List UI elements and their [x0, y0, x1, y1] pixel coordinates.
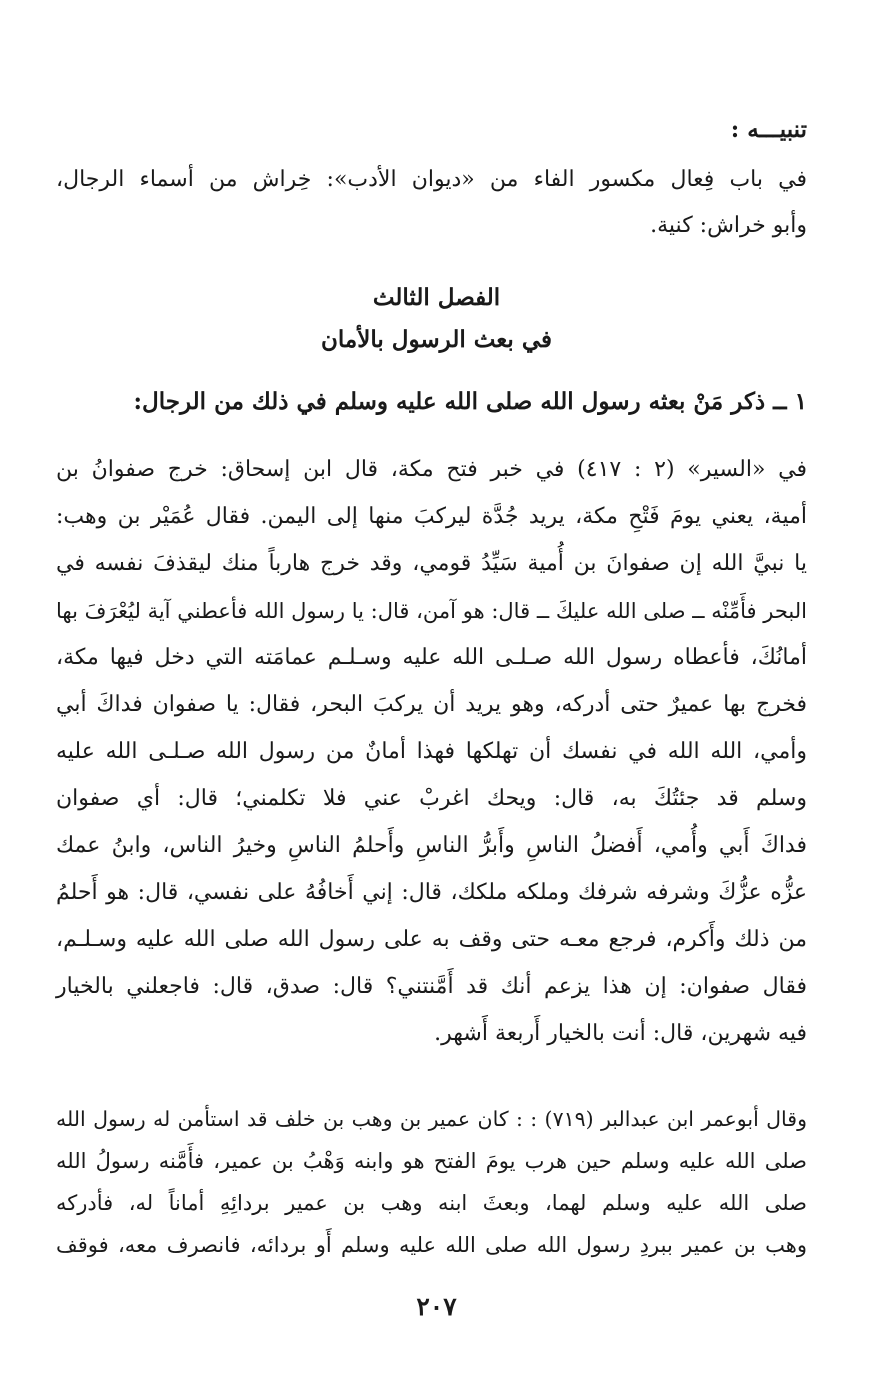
paragraph1-line: أمية، يعني يومَ فَتْحِ مكة، يريد جُدَّة ليركبَ منها إلى اليمن. فقال عُمَيْر بن وهب:	[56, 504, 807, 529]
paragraph1-line: فخرج بها عميرٌ حتى أدركه، وهو يريد أن يركبَ البحر، فقال: يا صفوان فداكَ أبي	[56, 692, 807, 717]
page-number: ٢٠٧	[416, 1292, 457, 1321]
paragraph2-line: صلى الله عليه وسلم حين هرب يومَ الفتح هو وابنه وَهْبُ بن عمير، فأَمَّنه رسولُ الله	[56, 1149, 807, 1173]
paragraph1-line: فيه شهرين، قال: أنت بالخيار أَربعة أَشهر.	[434, 1021, 807, 1046]
chapter-subtitle: في بعث الرسول بالأمان	[321, 326, 552, 353]
paragraph1-line: فقال صفوان: إن هذا يزعم أنك قد أَمَّنتني؟ قال: صدق، قال: فاجعلني بالخيار	[56, 974, 807, 999]
notice-heading: تنبيـــه :	[730, 116, 807, 143]
paragraph1-line: من ذلك وأَكرم، فرجع معـه حتى وقف به على رسول الله صلى الله عليه وسـلـم،	[56, 927, 807, 952]
chapter-title: الفصل الثالث	[372, 284, 501, 311]
paragraph2-line: وهب بن عمير ببردِ رسول الله صلى الله عليه وسلم أَو بردائه، فانصرف معه، فوقف	[56, 1233, 807, 1257]
paragraph1-line: وأمي، الله الله في نفسك أن تهلكها فهذا أمانٌ من رسول الله صـلـى الله عليه	[56, 739, 807, 764]
paragraph1-line: يا نبيَّ الله إن صفوانَ بن أُمية سَيِّدُ قومي، وقد خرج هارباً منك ليقذفَ نفسه في	[56, 551, 807, 576]
paragraph1-line: في «السير» (٢ : ٤١٧) في خبر فتح مكة، قال ابن إسحاق: خرج صفوانُ بن	[56, 457, 807, 482]
paragraph1-line: فداكَ أَبي وأُمي، أَفضلُ الناسِ وأَبرُّ الناسِ وأَحلمُ الناسِ وخيرُ الناس، وابنُ عمك	[56, 833, 807, 858]
paragraph2-line: وقال أبوعمر ابن عبدالبر (٧١٩) : : كان عمير بن وهب بن خلف قد استأمن له رسول الله	[56, 1107, 807, 1131]
paragraph1-line: أمانُكَ، فأعطاه رسول الله صـلـى الله عليه وسـلـم عمامَته التي دخل فيها مكة،	[56, 645, 807, 670]
notice-line-1: في باب فِعال مكسور الفاء من «ديوان الأدب»: خِراش من أسماء الرجال،	[56, 167, 807, 192]
paragraph2-line: صلى الله عليه وسلم لهما، وبعثَ ابنه وهب بن عمير بردائِهِ أماناً له، فأدركه	[56, 1191, 807, 1215]
paragraph1-line: البحر فأَمِّنْه ــ صلى الله عليكَ ــ قال: هو آمن، قال: يا رسول الله فأعطني آية ليُعْرَفَ بها	[56, 599, 807, 623]
paragraph1-line: عزُّه عزُّكَ وشرفه شرفك وملكه ملكك، قال: إني أَخافُهُ على نفسي، قال: هو أَحلمُ	[56, 880, 807, 905]
section-title: ١ ــ ذكر مَنْ بعثه رسول الله صلى الله عليه وسلم في ذلك من الرجال:	[133, 388, 807, 415]
paragraph1-line: وسلم قد جئتُكَ به، قال: ويحك اغربْ عني فلا تكلمني؛ قال: أي صفوان	[56, 786, 807, 811]
notice-line-2: وأبو خراش: كنية.	[650, 213, 807, 238]
